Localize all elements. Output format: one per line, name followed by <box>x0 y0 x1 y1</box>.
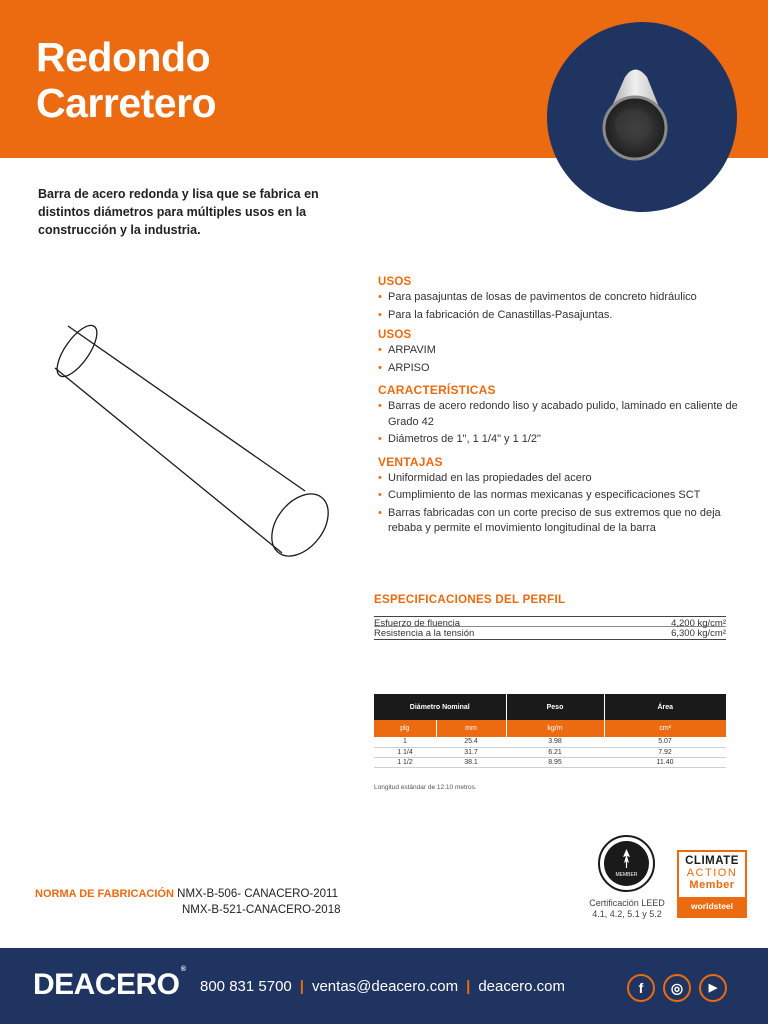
bullet-icon: • <box>378 400 382 412</box>
usos-list <box>378 290 738 323</box>
perfil-label: Esfuerzo de fluencia <box>374 618 461 629</box>
separator: | <box>299 978 304 995</box>
leed-caption1: Certificación LEED <box>589 898 665 908</box>
worldsteel-logo: worldsteel <box>679 897 745 916</box>
leed-badge <box>598 835 655 892</box>
table-row <box>374 737 726 747</box>
rod-illustration <box>40 305 340 565</box>
list-item: • Diámetros de 1", 1 1/4" y 1 1/2" <box>378 432 738 448</box>
bullet-icon: • <box>378 344 382 356</box>
table-cell: 1 1/4 <box>374 747 436 757</box>
dimension-table <box>374 694 726 768</box>
instagram-icon[interactable]: ◎ <box>663 974 691 1002</box>
perfil-value: 6,300 kg/cm² <box>671 628 726 639</box>
list-item: • Barras de acero redondo liso y acabado pulido, laminado en caliente de Grado 42 <box>378 400 738 428</box>
bullet-icon: • <box>378 433 382 445</box>
perfil-value: 4,200 kg/cm² <box>671 618 726 629</box>
bullet-icon: • <box>378 506 382 519</box>
title-line2: Carretero <box>36 80 217 126</box>
table-cell: 1 <box>374 737 436 747</box>
web-link[interactable]: deacero.com <box>478 978 566 995</box>
bullet-icon: • <box>378 489 382 501</box>
list-item: • ARPAVIM <box>378 343 738 359</box>
unit-kgm: kg/m <box>506 720 604 737</box>
unit-plg: plg <box>374 720 436 737</box>
list-item: • Uniformidad en las propiedades del acero <box>378 471 738 487</box>
leed-caption <box>578 898 676 920</box>
usos-heading: USOS <box>378 276 412 288</box>
deacero-logo: DEACERO ® <box>33 966 186 1001</box>
table-cell: 25.4 <box>436 737 506 747</box>
table-row <box>374 757 726 767</box>
contact-line <box>200 978 565 995</box>
bullet-icon: • <box>378 471 382 484</box>
list-item: • Cumplimiento de las normas mexicanas y especificaciones SCT <box>378 488 738 504</box>
norma-label: NORMA DE FABRICACIÓN <box>35 888 174 900</box>
usos2-heading: USOS <box>378 329 412 341</box>
list-item: • ARPISO <box>378 361 738 377</box>
page-title <box>36 34 216 126</box>
leed-badge-text: MEMBER <box>615 872 638 878</box>
norma-line2: NMX-B-521-CANACERO-2018 <box>182 904 341 916</box>
length-note: Longitud estándar de 12.10 metros. <box>374 784 477 791</box>
perfil-row <box>374 626 726 640</box>
table-cell: 8.95 <box>506 757 604 767</box>
perfil-heading: ESPECIFICACIONES DEL PERFIL <box>374 594 566 606</box>
product-photo-circle <box>547 22 737 212</box>
bullet-icon: • <box>378 308 382 321</box>
list-item: • Para la fabricación de Canastillas-Pasajuntas. <box>378 308 738 324</box>
footer <box>0 948 768 1024</box>
header-area: Área <box>604 694 726 720</box>
climate-line1: CLIMATE <box>685 855 739 867</box>
youtube-icon[interactable]: ▶ <box>699 974 727 1002</box>
climate-line3: Member <box>689 879 735 891</box>
list-item: • Para pasajuntas de losas de pavimentos de concreto hidráulico <box>378 290 738 306</box>
intro-text: Barra de acero redonda y lisa que se fabrica en distintos diámetros para múltiples usos en la construcción y la industria. <box>38 187 319 237</box>
table-cell: 7.92 <box>604 747 726 757</box>
table-cell: 38.1 <box>436 757 506 767</box>
table-cell: 11.40 <box>604 757 726 767</box>
caracteristicas-list <box>378 399 738 448</box>
ventajas-list <box>378 471 738 537</box>
table-cell: 5.07 <box>604 737 726 747</box>
phone-link[interactable]: 800 831 5700 <box>200 978 292 995</box>
steel-bar-end-image <box>547 22 737 212</box>
leed-member-icon <box>604 841 649 886</box>
bullet-icon: • <box>378 291 382 303</box>
unit-cm2: cm² <box>604 720 726 737</box>
bullet-icon: • <box>378 361 382 374</box>
unit-mm: mm <box>436 720 506 737</box>
header-peso: Peso <box>506 694 604 720</box>
table-row <box>374 747 726 757</box>
caracteristicas-heading: CARACTERÍSTICAS <box>378 383 496 397</box>
title-line1: Redondo <box>36 34 211 80</box>
facebook-icon[interactable]: f <box>627 974 655 1002</box>
table-cell: 3.98 <box>506 737 604 747</box>
climate-action-badge <box>677 850 747 918</box>
table-cell: 31.7 <box>436 747 506 757</box>
table-cell: 1 1/2 <box>374 757 436 767</box>
specs-column <box>378 276 738 539</box>
leed-caption2: 4.1, 4.2, 5.1 y 5.2 <box>592 909 662 919</box>
perfil-label: Resistencia a la tensión <box>374 628 475 639</box>
usos2-list <box>378 343 738 376</box>
list-item: • Barras fabricadas con un corte preciso de sus extremos que no deja rebaba y permite el movimiento longitudinal de la barra <box>378 506 721 534</box>
norma-block <box>35 888 341 916</box>
ventajas-heading: VENTAJAS <box>378 454 443 469</box>
norma-line1: NMX-B-506- CANACERO-2011 <box>177 888 338 900</box>
header-diametro: Diámetro Nominal <box>374 694 506 720</box>
table-cell: 6.21 <box>506 747 604 757</box>
separator: | <box>466 978 471 995</box>
climate-line2: ACTION <box>686 867 738 879</box>
email-link[interactable]: ventas@deacero.com <box>311 978 459 995</box>
perfil-specs <box>374 594 726 640</box>
